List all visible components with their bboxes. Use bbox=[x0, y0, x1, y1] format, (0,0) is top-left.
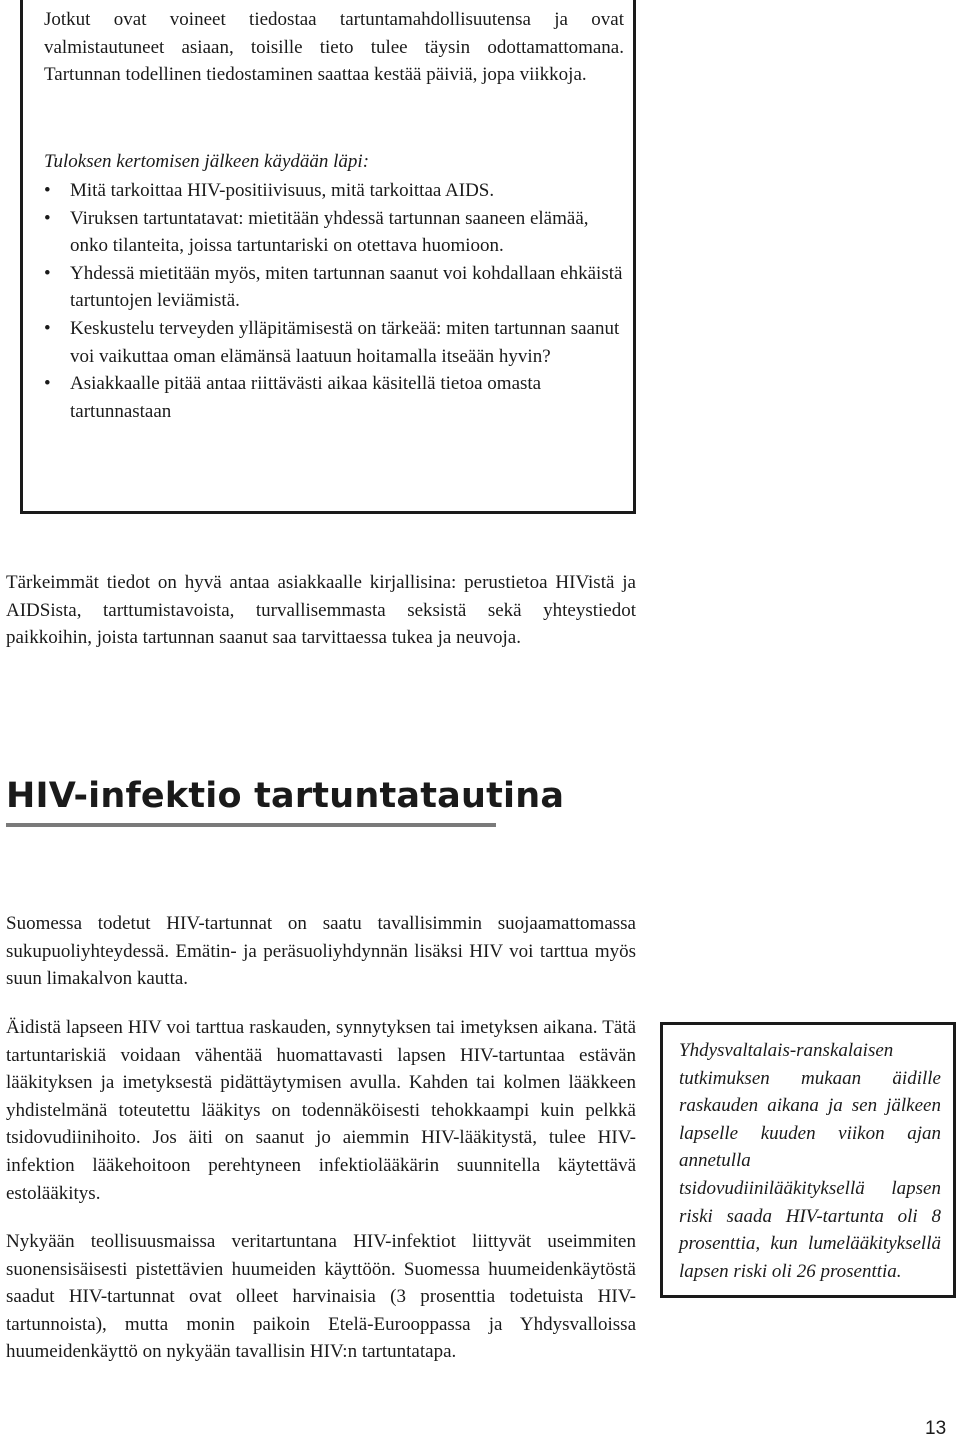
sidebar-note-box bbox=[660, 1022, 956, 1298]
box-bullet-list bbox=[44, 177, 624, 425]
sidebar-note-text: Yhdysvaltalais-ranskalaisen tutkimuksen mukaan äidille raskauden aikana ja sen jälkeen lapselle kuuden viikon ajan annetulla tsidovudiinilääkityksellä lapsen riski saada HIV-tartunta oli 8 prosenttia, kun lumelääkityksellä lapsen riski oli 26 prosenttia. bbox=[679, 1040, 941, 1282]
body-paragraph: Äidistä lapseen HIV voi tarttua raskauden, synnytyksen tai imetyksen aikana. Tätä tartuntariskiä voidaan vähentää huomattavasti lapsen HIV-tartuntaa estävän lääkityksen ja imetyksestä pidättäytymisen avulla. Kahden tai kolmen lääkkeen yhdistelmänä toteutettu lääkitys on todennäköisesti tehokkaampi kuin pelkkä tsidovudiinihoito. Jos äiti on saanut jo aiemmin HIV-lääkitystä, tulee HIV-infektion lääkehoitoon perehtyneen infektiolääkärin suunnitella käytettävä estolääkitys. bbox=[6, 1017, 636, 1204]
title-underline bbox=[6, 823, 496, 827]
body-paragraph: Nykyään teollisuusmaissa veritartuntana HIV-infektiot liittyvät useimmiten suonensisäisesti pistettävien huumeiden käyttöön. Suomessa huumeidenkäytöstä saadut HIV-tartunnat ovat olleet harvinaisia (3 prosenttia todetuista HIV-tartunnoista), mutta monin paikoin Etelä-Eurooppassa ja Yhdysvalloissa huumeidenkäyttö on nykyään tavallisin HIV:n tartuntatapa. bbox=[6, 1231, 636, 1363]
bullet-item: • Asiakkaalle pitää antaa riittävästi aikaa käsitellä tietoa omasta tartunnastaan bbox=[44, 370, 624, 425]
info-paragraph: Tärkeimmät tiedot on hyvä antaa asiakkaalle kirjallisina: perustietoa HIVistä ja AIDSista, tarttumistavoista, turvallisemmasta seksistä sekä yhteystiedot paikkoihin, joista tartunnan saanut saa tarvittaessa tukea ja neuvoja. bbox=[6, 572, 636, 649]
box-intro-paragraph: Jotkut ovat voineet tiedostaa tartuntamahdollisuutensa ja ovat valmistautuneet asiaan, toisille tieto tulee täysin odottamattomana. Tartunnan todellinen tiedostaminen saattaa kestää päiviä, jopa viikkoja. bbox=[44, 9, 624, 86]
bullet-item: • Yhdessä mietitään myös, miten tartunnan saanut voi kohdallaan ehkäistä tartuntojen leviämistä. bbox=[44, 260, 624, 315]
section-title: HIV-infektio tartuntatautina bbox=[6, 776, 565, 816]
bullet-item: • Mitä tarkoittaa HIV-positiivisuus, mitä tarkoittaa AIDS. bbox=[44, 177, 624, 205]
bullet-item: • Keskustelu terveyden ylläpitämisestä on tärkeää: miten tartunnan saanut voi vaikuttaa oman elämänsä laatuun hoitamalla itseään hyvin? bbox=[44, 315, 624, 370]
body-paragraph: Suomessa todetut HIV-tartunnat on saatu tavallisimmin suojaamattomassa sukupuoliyhteydessä. Emätin- ja peräsuoliyhdynnän lisäksi HIV voi tarttua myös suun limakalvon kautta. bbox=[6, 913, 636, 990]
box-heading: Tuloksen kertomisen jälkeen käydään läpi: bbox=[44, 151, 370, 172]
page-number: 13 bbox=[925, 1418, 947, 1439]
bullet-item: • Viruksen tartuntatavat: mietitään yhdessä tartunnan saaneen elämää, onko tilanteita, joissa tartuntariski on otettava huomioon. bbox=[44, 205, 624, 260]
